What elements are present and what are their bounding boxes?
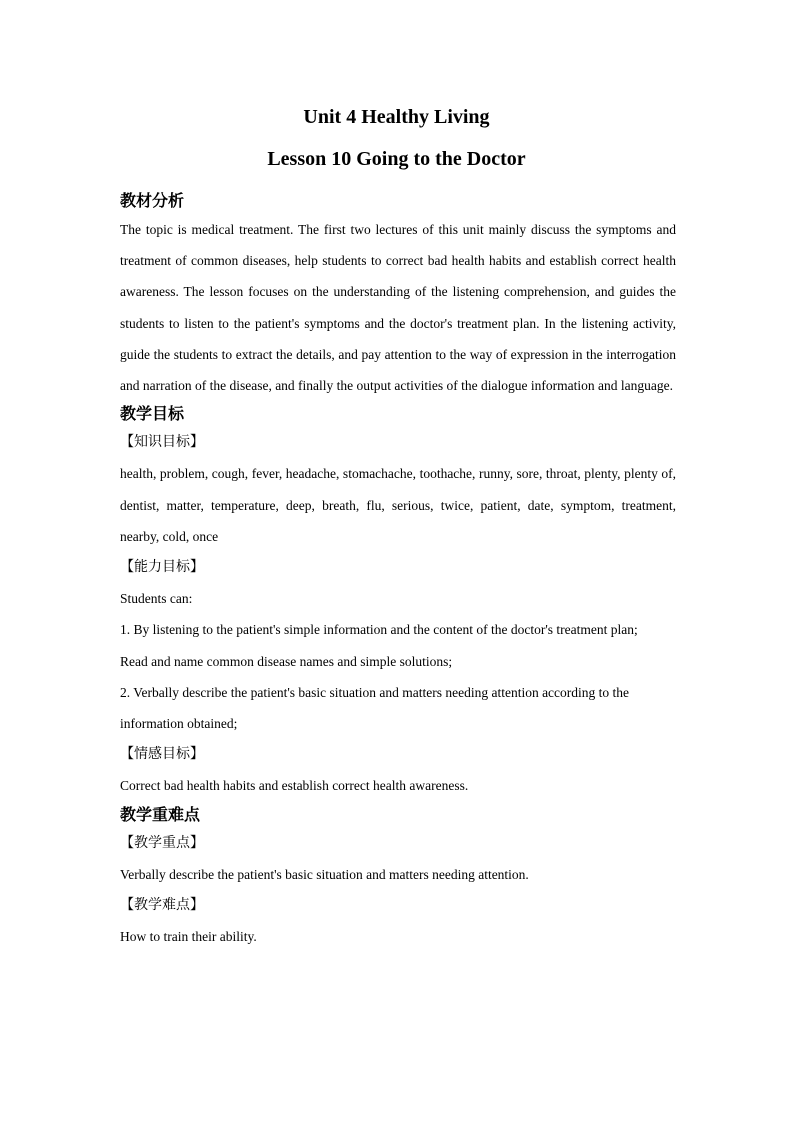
teaching-focus-text: Verbally describe the patient's basic situation and matters needing attention. — [120, 866, 529, 882]
knowledge-goal-label: 【知识目标】 — [120, 434, 204, 451]
teaching-difficulty-label: 【教学难点】 — [120, 896, 204, 913]
ability-goal-label: 【能力目标】 — [120, 559, 204, 576]
section-heading-goals: 教学目标 — [120, 404, 185, 424]
teaching-difficulty-text: How to train their ability. — [120, 929, 257, 945]
unit-title: Unit 4 Healthy Living — [303, 106, 490, 128]
analysis-paragraph: The topic is medical treatment. The first two lectures of this unit mainly discuss the symptoms and treatment of common diseases, help students to correct bad health habits and establish correct health awareness. The lesson focuses on the understanding of the listening comprehension, and guides the students to listen to the patient's symptoms and the doctor's treatment plan. In the listening activity, guide the students to extract the details, and pay attention to the way of expression in the interrogation and narration of the disease, and finally the output activities of the dialogue information and language. — [120, 222, 676, 394]
document-body — [120, 188, 676, 952]
knowledge-goal-text: health, problem, cough, fever, headache, stomachache, toothache, runny, sore, throat, plenty, plenty of, dentist, matter, temperature, deep, breath, flu, serious, twice, patient, date, symptom, treatment, nearby, cold, once — [120, 466, 676, 544]
ability-line: 1. By listening to the patient's simple information and the content of the doctor's treatment plan; — [120, 622, 638, 638]
lesson-title: Lesson 10 Going to the Doctor — [267, 148, 526, 170]
ability-line: information obtained; — [120, 715, 238, 731]
ability-line: Students can: — [120, 591, 193, 607]
section-heading-analysis: 教材分析 — [120, 191, 185, 210]
emotion-goal-label: 【情感目标】 — [120, 746, 204, 763]
section-heading-keypoints: 教学重难点 — [120, 804, 201, 824]
teaching-focus-label: 【教学重点】 — [120, 834, 204, 851]
emotion-goal-text: Correct bad health habits and establish correct health awareness. — [120, 778, 469, 794]
ability-line: Read and name common disease names and simple solutions; — [120, 653, 453, 669]
ability-line: 2. Verbally describe the patient's basic situation and matters needing attention according to the — [120, 684, 630, 700]
